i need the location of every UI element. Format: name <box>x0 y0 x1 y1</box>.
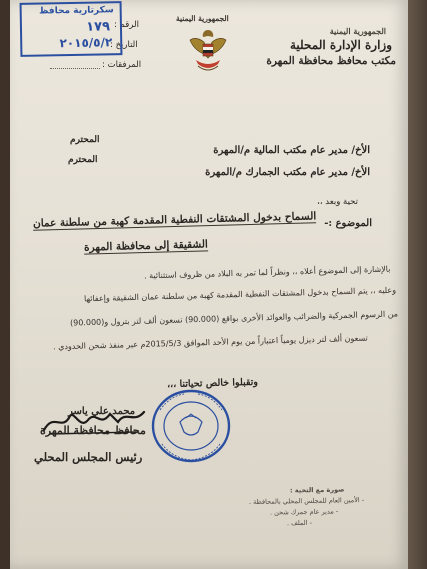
signatory-title-governor: محافظ محافظة المهرة <box>40 424 146 437</box>
date-label: التاريخ : <box>110 40 138 50</box>
office-name: مكتب محافظ محافظة المهرة <box>266 55 396 67</box>
recipient-finance-honorific: المحترم <box>70 135 100 145</box>
body-line-2: وعليه ،، يتم السماح بدخول المشتقات النفطية المقدمة كهبة من سلطنة عمان الشقيقة وإعفائها <box>83 285 397 304</box>
recipient-customs: الأخ/ مدير عام مكتب الجمارك م/المهرة <box>205 167 370 178</box>
copies-line-3: - الملف . <box>286 518 313 528</box>
copies-line-1: - الأمين العام للمجلس المحلي بالمحافظة . <box>248 495 365 507</box>
recipient-finance: الأخ/ مدير عام مكتب المالية م/المهرة <box>213 145 370 156</box>
ministry-name: وزارة الإدارة المحلية <box>290 38 392 52</box>
letter-page <box>10 0 408 569</box>
registry-ref-value: ١٧٩ <box>86 19 111 35</box>
attachments-dotted-line <box>50 68 100 69</box>
recipient-customs-honorific: المحترم <box>68 155 98 165</box>
body-line-3: من الرسوم الجمركية والضرائب والعوائد الأخرى بواقع (90.000) تسعون ألف لتر بترول و(90.000) <box>69 309 399 328</box>
country-name: الجمهورية اليمنية <box>329 26 386 36</box>
body-line-4: تسعون ألف لتر ديزل يومياً اعتباراً من يوم الأحد الموافق 2015/5/3م عبر منفذ شحن الحدودي . <box>53 333 369 352</box>
registry-date-value: ٢٠١٥/٥/٢ <box>59 35 113 51</box>
emblem-title: الجمهورية اليمنية <box>176 14 229 23</box>
desk-surface-right <box>405 0 427 569</box>
attachments-label: المرفقات : <box>102 60 142 70</box>
greeting: تحية وبعد ،، <box>317 197 358 207</box>
yemen-eagle-emblem-icon <box>186 24 230 78</box>
official-round-seal <box>150 388 232 464</box>
copies-heading: صورة مع التحية : <box>289 485 345 495</box>
registry-stamp-title: سكرتارية محافظ <box>39 5 114 17</box>
subject-line-2: الشقيقة إلى محافظة المهرة <box>83 238 209 254</box>
registry-stamp <box>20 1 123 57</box>
subject-line-1: السماح بدخول المشتقات النفطية المقدمة كهبة من سلطنة عمان <box>32 210 317 230</box>
closing-line: وتقبلوا خالص تحياتنا ،،، <box>166 376 259 391</box>
copies-line-2: - مدير عام جمرك شحن . <box>269 507 339 517</box>
body-line-1: بالإشارة إلى الموضوع أعلاه ،، ونظراً لما تمر به البلاد من ظروف استثنائية . <box>143 264 391 281</box>
signatory-title-council: رئيس المجلس المحلي <box>34 450 143 464</box>
ref-label: الرقم : <box>114 20 139 30</box>
signatory-name: محمد علي ياسر <box>68 406 136 417</box>
subject-label: الموضوع :- <box>324 218 372 229</box>
